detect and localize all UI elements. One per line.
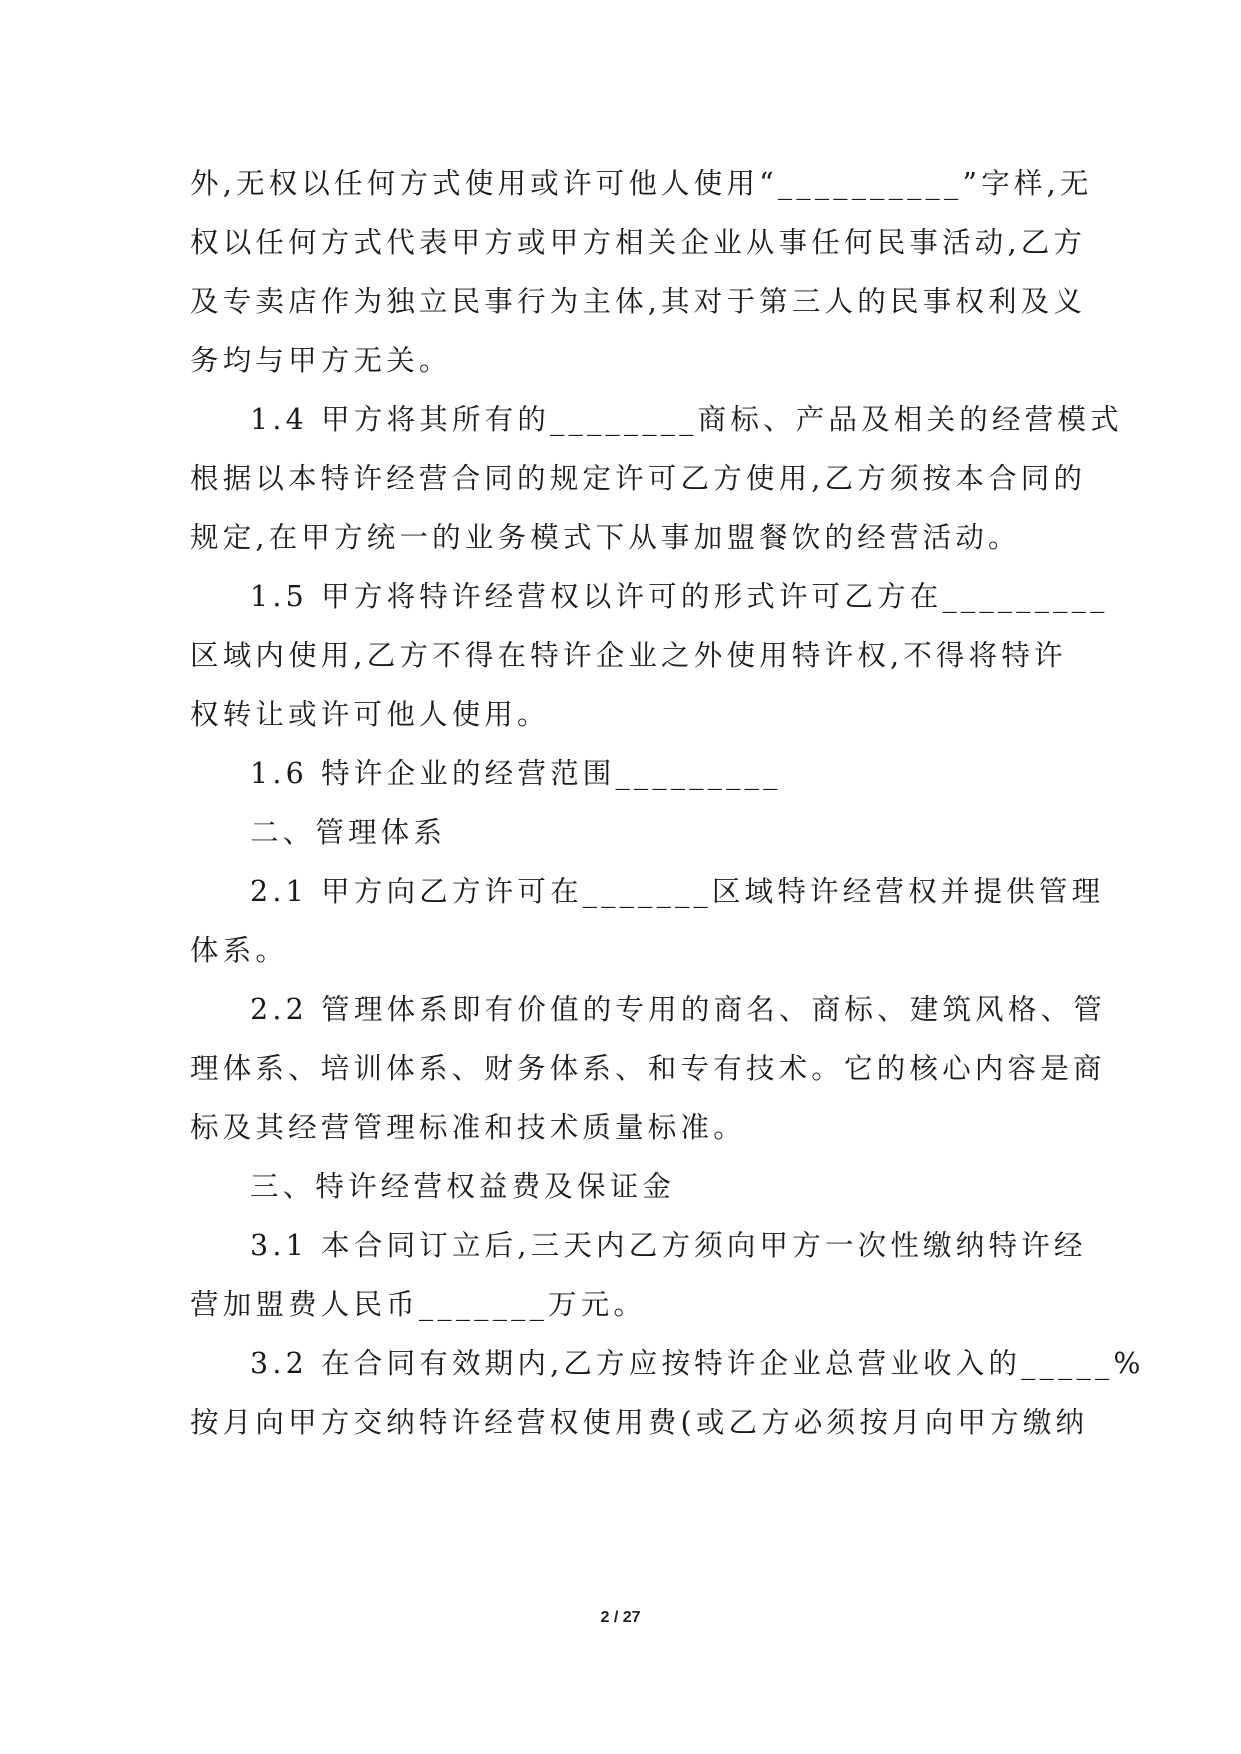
clause-3-2: 3.2 在合同有效期内,乙方应按特许企业总营业收入的_____% [250, 1347, 1145, 1380]
text-line: 务均与甲方无关。 [190, 344, 452, 377]
clause-1-4: 1.4 甲方将其所有的________商标、产品及相关的经营模式 [250, 403, 1123, 436]
text-line: 权以任何方式代表甲方或甲方相关企业从事任何民事活动,乙方 [190, 226, 1087, 259]
text-line: 区域内使用,乙方不得在特许企业之外使用特许权,不得将特许 [190, 639, 1067, 672]
text-line: 体系。 [190, 934, 289, 967]
text-line: 按月向甲方交纳特许经营权使用费(或乙方必须按月向甲方缴纳 [190, 1406, 1089, 1439]
page-number: 2 / 27 [600, 1609, 641, 1626]
text-line: 外,无权以任何方式使用或许可他人使用“__________”字样,无 [190, 167, 1093, 200]
section-heading-3: 三、特许经营权益费及保证金 [250, 1170, 676, 1203]
section-heading-2: 二、管理体系 [250, 816, 447, 849]
text-line: 规定,在甲方统一的业务模式下从事加盟餐饮的经营活动。 [190, 521, 1021, 554]
clause-1-6: 1.6 特许企业的经营范围_________ [250, 757, 782, 790]
text-line: 标及其经营管理标准和技术质量标准。 [190, 1111, 746, 1144]
clause-1-5: 1.5 甲方将特许经营权以许可的形式许可乙方在_________ [250, 580, 1109, 613]
text-line: 权转让或许可他人使用。 [190, 698, 550, 731]
text-line: 营加盟费人民币_______万元。 [190, 1288, 647, 1321]
text-line: 理体系、培训体系、财务体系、和专有技术。它的核心内容是商 [190, 1052, 1106, 1085]
clause-3-1: 3.1 本合同订立后,三天内乙方须向甲方一次性缴纳特许经 [250, 1229, 1087, 1262]
clause-2-2: 2.2 管理体系即有价值的专用的商名、商标、建筑风格、管 [250, 993, 1106, 1026]
text-line: 及专卖店作为独立民事行为主体,其对于第三人的民事权利及义 [190, 285, 1087, 318]
clause-2-1: 2.1 甲方向乙方许可在_______区域特许经营权并提供管理 [250, 875, 1105, 908]
text-line: 根据以本特许经营合同的规定许可乙方使用,乙方须按本合同的 [190, 462, 1087, 495]
